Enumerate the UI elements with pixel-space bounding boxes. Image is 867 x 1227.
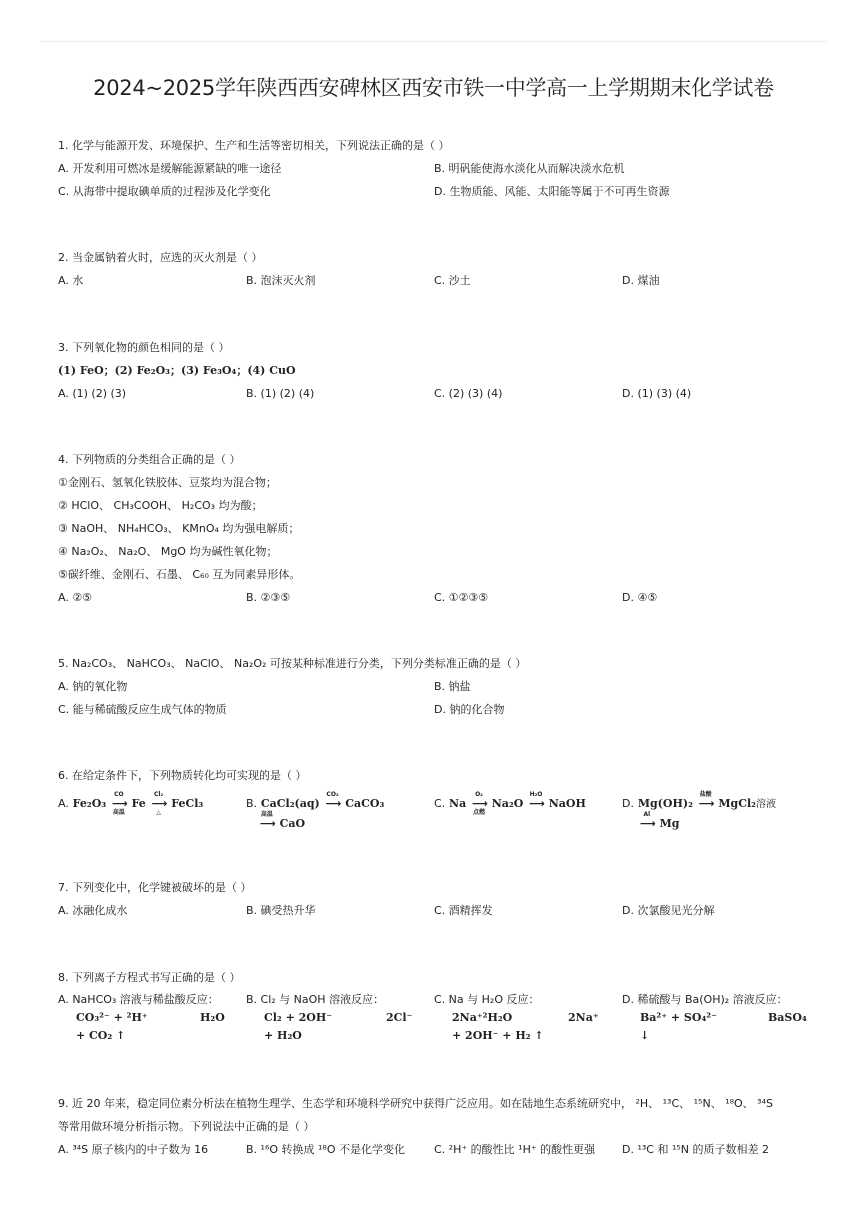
option-c[interactable]: C. Na 与 H₂O 反应： 2Na⁺²H₂O 2Na⁺ + 2OH⁻ + H₂ ↑ <box>434 993 599 1042</box>
option-d[interactable]: D. 煤油 <box>622 274 660 287</box>
question-6 <box>58 764 808 841</box>
question-7 <box>58 876 808 922</box>
option-b[interactable]: B. ②③⑤ <box>246 591 291 604</box>
statement-3: ③ NaOH、 NH₄HCO₃、 KMnO₄ 均为强电解质； <box>58 522 300 535</box>
option-b[interactable]: B. 钠盐 <box>434 680 471 693</box>
header-divider <box>40 41 827 42</box>
reaction-arrow: O₂ ⟶ 点燃 <box>472 791 486 816</box>
reaction-arrow: H₂O ⟶ <box>529 791 543 810</box>
statement-4: ④ Na₂O₂、 Na₂O、 MgO 均为碱性氧化物； <box>58 545 278 558</box>
option-b[interactable]: B. 泡沫灭火剂 <box>246 274 316 287</box>
question-5 <box>58 652 808 721</box>
option-c[interactable]: C. 能与稀硫酸反应生成气体的物质 <box>58 703 227 716</box>
option-a[interactable]: A. 开发利用可燃冰是缓解能源紧缺的唯一途径 <box>58 162 282 175</box>
option-c[interactable]: C. (2) (3) (4) <box>434 387 503 400</box>
question-stem: 7. 下列变化中，化学键被破坏的是（ ） <box>58 881 252 894</box>
option-b[interactable]: B. 明矾能使海水淡化从而解决淡水危机 <box>434 162 625 175</box>
question-8 <box>58 966 808 1051</box>
option-a[interactable]: A. 水 <box>58 274 84 287</box>
option-a[interactable]: A. ³⁴S 原子核内的中子数为 16 <box>58 1143 209 1156</box>
option-c[interactable]: C. ²H⁺ 的酸性比 ¹H⁺ 的酸性更强 <box>434 1143 596 1156</box>
option-d[interactable]: D. 生物质能、风能、太阳能等属于不可再生资源 <box>434 185 670 198</box>
option-b[interactable]: B. 碘受热升华 <box>246 904 316 917</box>
question-3 <box>58 336 808 405</box>
option-b[interactable]: B. CaCl₂(aq) CO₂ ⟶ CaCO₃ <box>246 791 384 817</box>
statement-2: ② HClO、 CH₃COOH、 H₂CO₃ 均为酸； <box>58 499 263 512</box>
option-c[interactable]: C. 从海带中提取碘单质的过程涉及化学变化 <box>58 185 271 198</box>
question-stem-continued: 等常用做环境分析指示物。下列说法中正确的是（ ） <box>58 1120 315 1133</box>
question-1 <box>58 134 808 203</box>
question-stem: 4. 下列物质的分类组合正确的是（ ） <box>58 453 241 466</box>
option-a[interactable]: A. Fe₂O₃ CO ⟶ 高温 Fe Cl₂ ⟶ △ FeCl₃ <box>58 791 204 816</box>
reaction-arrow: CO ⟶ 高温 <box>111 791 126 816</box>
option-d[interactable]: D. ④⑤ <box>622 591 658 604</box>
option-c[interactable]: C. 酒精挥发 <box>434 904 493 917</box>
statement-5: ⑤碳纤维、金刚石、石墨、 C₆₀ 互为同素异形体。 <box>58 568 301 581</box>
option-d[interactable]: D. Mg(OH)₂ 盐酸 ⟶ MgCl₂溶液 <box>622 791 776 817</box>
statement-1: ①金刚石、氢氧化铁胶体、豆浆均为混合物； <box>58 476 277 489</box>
option-d-continued: Al ⟶ Mg <box>638 811 680 837</box>
page-title: 2024~2025学年陕西西安碑林区西安市铁一中学高一上学期期末化学试卷 <box>93 76 774 100</box>
question-9 <box>58 1092 808 1161</box>
option-b-continued: 高温 ⟶ CaO <box>258 811 305 837</box>
option-d[interactable]: D. 稀硫酸与 Ba(OH)₂ 溶液反应： Ba²⁺ + SO₄²⁻ BaSO₄ ↓ <box>622 993 807 1042</box>
option-b[interactable]: B. (1) (2) (4) <box>246 387 315 400</box>
question-stem: 6. 在给定条件下，下列物质转化均可实现的是（ ） <box>58 769 307 782</box>
option-a[interactable]: A. 钠的氧化物 <box>58 680 128 693</box>
question-stem: 5. Na₂CO₃、 NaHCO₃、 NaClO、 Na₂O₂ 可按某种标准进行分类，下列分类标准正确的是（ ） <box>58 657 527 670</box>
reaction-arrow: Al ⟶ <box>640 811 654 830</box>
option-a[interactable]: A. (1) (2) (3) <box>58 387 127 400</box>
option-b[interactable]: B. Cl₂ 与 NaOH 溶液反应： Cl₂ + 2OH⁻ 2Cl⁻ + H₂O <box>246 993 413 1042</box>
question-stem: 2. 当金属钠着火时，应选的灭火剂是（ ） <box>58 251 263 264</box>
question-stem: 9. 近 20 年来，稳定同位素分析法在植物生理学、生态学和环境科学研究中获得广泛应用。如在陆地生态系统研究中， ²H、 ¹³C、 ¹⁵N、 ¹⁸O、 ³⁴S <box>58 1097 773 1110</box>
reaction-arrow: Cl₂ ⟶ △ <box>151 791 166 816</box>
question-stem: 1. 化学与能源开发、环境保护、生产和生活等密切相关，下列说法正确的是（ ） <box>58 139 450 152</box>
option-d[interactable]: D. 次氯酸见光分解 <box>622 904 715 917</box>
reaction-arrow: 盐酸 ⟶ <box>698 791 713 810</box>
option-a[interactable]: A. ②⑤ <box>58 591 93 604</box>
question-4 <box>58 448 808 609</box>
option-a[interactable]: A. NaHCO₃ 溶液与稀盐酸反应： CO₃²⁻ + ²H⁺ H₂O + CO₂ ↑ <box>58 993 225 1042</box>
question-stem: 3. 下列氧化物的颜色相同的是（ ） <box>58 341 230 354</box>
option-d[interactable]: D. 钠的化合物 <box>434 703 505 716</box>
reaction-arrow: CO₂ ⟶ <box>325 791 340 810</box>
option-c[interactable]: C. ①②③⑤ <box>434 591 489 604</box>
option-b[interactable]: B. ¹⁶O 转换成 ¹⁸O 不是化学变化 <box>246 1143 405 1156</box>
option-a[interactable]: A. 冰融化成水 <box>58 904 128 917</box>
option-c[interactable]: C. 沙土 <box>434 274 471 287</box>
reaction-arrow: 高温 ⟶ <box>260 811 274 830</box>
option-c[interactable]: C. Na O₂ ⟶ 点燃 Na₂O H₂O ⟶ NaOH <box>434 791 586 816</box>
option-d[interactable]: D. (1) (3) (4) <box>622 387 692 400</box>
question-2 <box>58 246 808 292</box>
option-d[interactable]: D. ¹³C 和 ¹⁵N 的质子数相差 2 <box>622 1143 769 1156</box>
oxide-list: (1) FeO；(2) Fe₂O₃；(3) Fe₃O₄；(4) CuO <box>58 364 296 377</box>
question-stem: 8. 下列离子方程式书写正确的是（ ） <box>58 971 241 984</box>
